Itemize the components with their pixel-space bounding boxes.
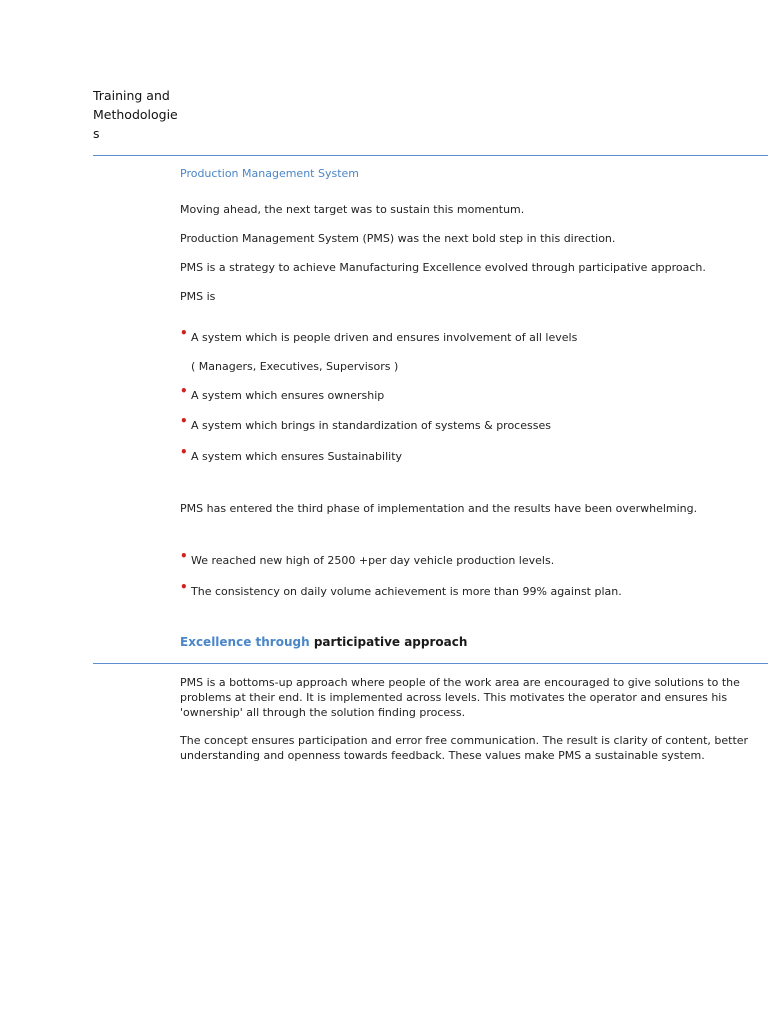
bullet-note: ( Managers, Executives, Supervisors ) <box>191 360 399 373</box>
list-item: • The consistency on daily volume achievement is more than 99% against plan. <box>180 580 622 598</box>
list-item: • We reached new high of 2500 +per day vehicle production levels. <box>180 549 555 567</box>
intro-line-2: Production Management System (PMS) was the next bold step in this direction. <box>180 232 616 245</box>
bullet-icon: • <box>180 384 188 398</box>
intro-line-4: PMS is <box>180 290 216 303</box>
bullet-icon: • <box>180 326 188 340</box>
paragraph-2: The concept ensures participation and error free communication. The result is clarity of content, better understanding and openness towards feedback. These values make PMS a sustainable system. <box>180 734 749 762</box>
section-title: Production Management System <box>180 167 359 180</box>
section2-heading <box>180 635 467 649</box>
bullet-icon: • <box>180 414 188 428</box>
top-divider <box>93 155 768 156</box>
phase-text: PMS has entered the third phase of implementation and the results have been overwhelming. <box>180 502 698 515</box>
heading-dark-part: participative approach <box>313 635 468 649</box>
paragraph-1: PMS is a bottoms-up approach where people of the work area are encouraged to give solutions to the problems at their end. It is implemented across levels. This motivates the operator and ensures his 'ownership' all through the solution finding process. <box>180 676 740 719</box>
sidebar-title: Training and Methodologie s <box>93 88 178 141</box>
bullet-icon: • <box>180 445 188 459</box>
bullet-icon: • <box>180 580 188 594</box>
section2-divider <box>93 663 768 664</box>
list-item: • A system which ensures ownership <box>180 384 385 402</box>
list-item: • A system which brings in standardization of systems & processes <box>180 414 551 432</box>
intro-line-3: PMS is a strategy to achieve Manufacturing Excellence evolved through participative approach. <box>180 261 706 274</box>
intro-line-1: Moving ahead, the next target was to sustain this momentum. <box>180 203 525 216</box>
heading-blue-part: Excellence through <box>180 635 310 649</box>
list-item: • A system which is people driven and ensures involvement of all levels <box>180 326 578 344</box>
list-item: • A system which ensures Sustainability <box>180 445 403 463</box>
bullet-icon: • <box>180 549 188 563</box>
